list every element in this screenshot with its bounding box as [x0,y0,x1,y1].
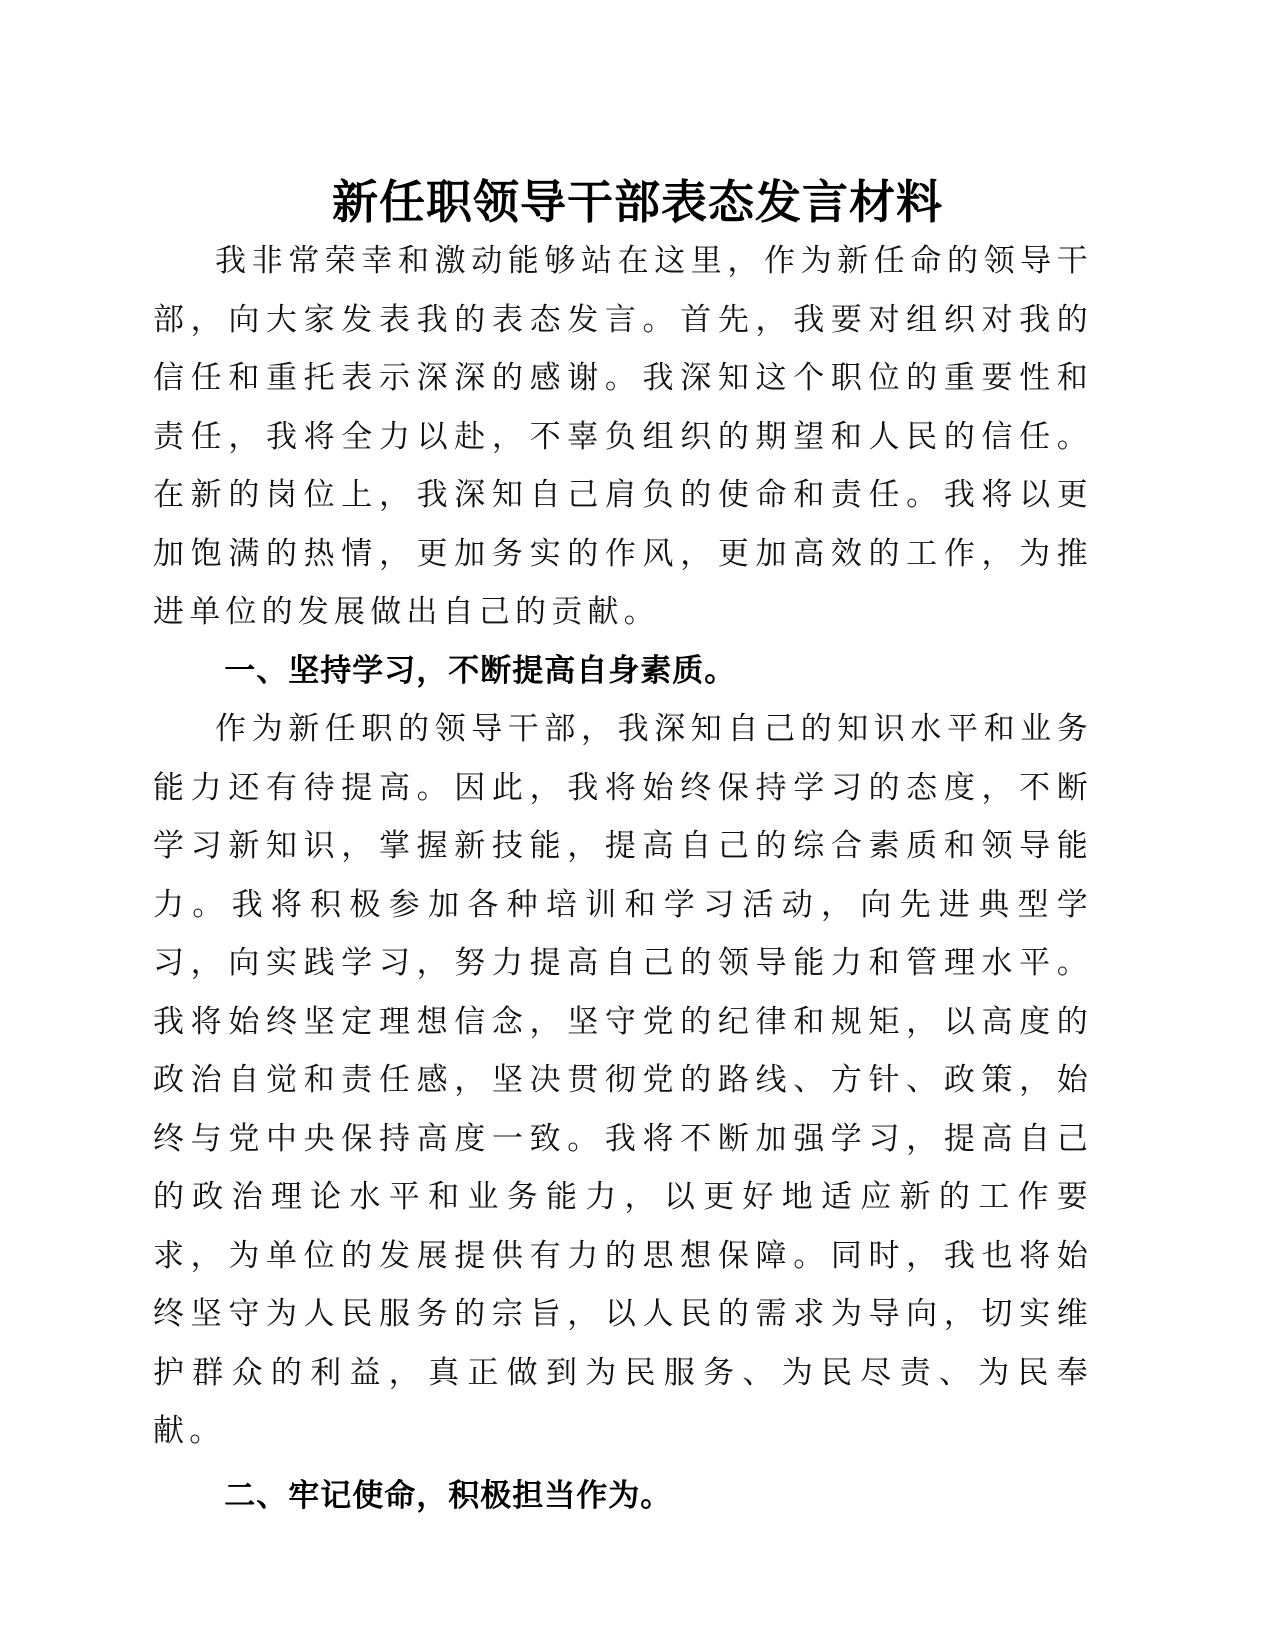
document-title: 新任职领导干部表态发言材料 [332,175,943,229]
intro-paragraph: 我非常荣幸和激动能够站在这里，作为新任命的领导干部，向大家发表我的表态发言。首先，我要对组织对我的信任和重托表示深深的感谢。我深知这个职位的重要性和责任，我将全力以赴，不辜负组织的期望和人民的信任。在新的岗位上，我深知自己肩负的使命和责任。我将以更加饱满的热情，更加务实的作风，更加高效的工作，为推进单位的发展做出自己的贡献。 [153,243,1093,630]
section-1-paragraph: 作为新任职的领导干部，我深知自己的知识水平和业务能力还有待提高。因此，我将始终保持学习的态度，不断学习新知识，掌握新技能，提高自己的综合素质和领导能力。我将积极参加各种培训和学习活动，向先进典型学习，向实践学习，努力提高自己的领导能力和管理水平。我将始终坚定理想信念，坚守党的纪律和规矩，以高度的政治自觉和责任感，坚决贯彻党的路线、方针、政策，始终与党中央保持高度一致。我将不断加强学习，提高自己的政治理论水平和业务能力，以更好地适应新的工作要求，为单位的发展提供有力的思想保障。同时，我也将始终坚守为人民服务的宗旨，以人民的需求为导向，切实维护群众的利益，真正做到为民服务、为民尽责、为民奉献。 [153,711,1093,1449]
document-body [153,232,1093,1525]
section-heading-2: 二、牢记使命，积极担当作为。 [224,1477,673,1514]
section-heading-1: 一、坚持学习，不断提高自身素质。 [224,652,737,689]
